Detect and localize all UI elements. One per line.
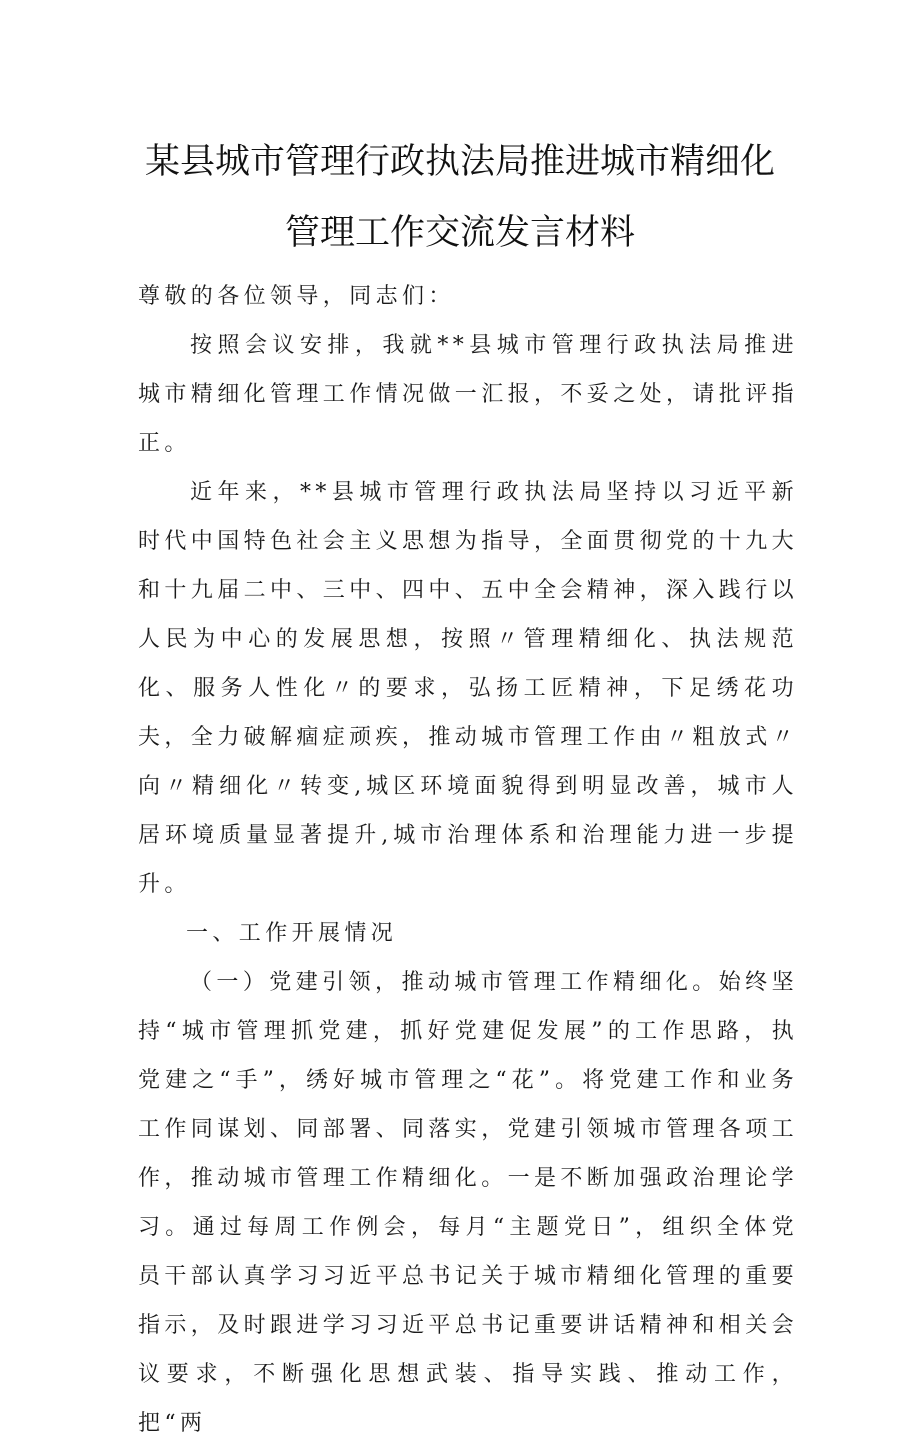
salutation: 尊敬的各位领导，同志们： <box>138 284 455 309</box>
document-title-line-2: 管理工作交流发言材料 <box>284 213 635 253</box>
section-heading: 一、工作开展情况 <box>186 921 398 946</box>
paragraph-party-building: （一）党建引领，推动城市管理工作精细化。始终坚持“城市管理抓党建，抓好党建促发展”的工作思路，执党建之“手”，绣好城市管理之“花”。将党建工作和业务工作同谋划、同部署、同落实，党建引领城市管理各项工作，推动城市管理工作精细化。一是不断加强政治理论学习。通过每周工作例会，每月“主题党日”，组织全体党员干部认真学习习近平总书记关于城市精细化管理的重要指示，及时跟进学习习近平总书记重要讲话精神和相关会议要求，不断强化思想武装、指导实践、推动工作，把“两 <box>138 970 799 1436</box>
paragraph-overview: 近年来，**县城市管理行政执法局坚持以习近平新时代中国特色社会主义思想为指导，全面贯彻党的十九大和十九届二中、三中、四中、五中全会精神，深入践行以人民为中心的发展思想，按照〃管理精细化、执法规范化、服务人性化〃的要求，弘扬工匠精神，下足绣花功夫，全力破解痼症顽疾，推动城市管理工作由〃粗放式〃向〃精细化〃转变,城区环境面貌得到明显改善，城市人居环境质量显著提升,城市治理体系和治理能力进一步提升。 <box>138 480 799 897</box>
document-title-line-1: 某县城市管理行政执法局推进城市精细化 <box>144 142 775 182</box>
document-body <box>138 272 798 1448</box>
paragraph-intro: 按照会议安排，我就**县城市管理行政执法局推进城市精细化管理工作情况做一汇报，不妥之处，请批评指正。 <box>138 333 799 456</box>
